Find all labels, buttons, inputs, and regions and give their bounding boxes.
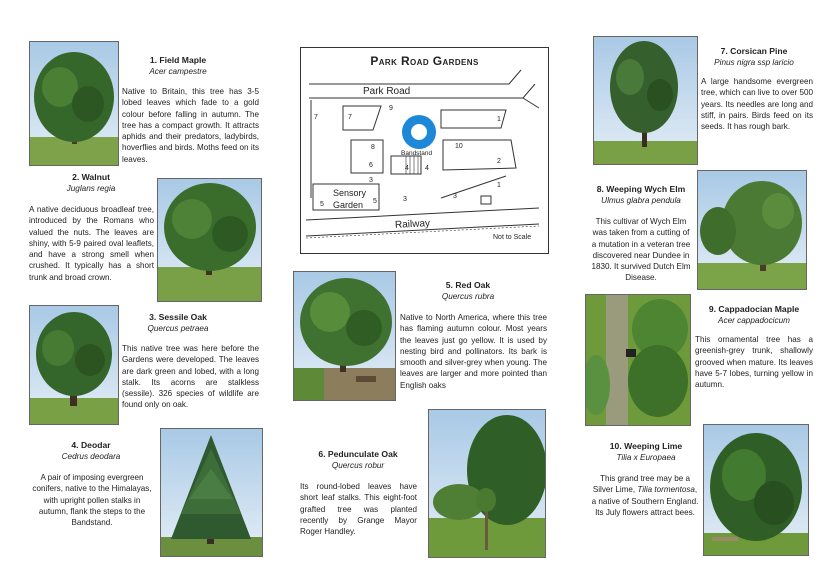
map-marker-5a: 5 [320,201,324,208]
map-marker-7a: 7 [314,114,318,121]
map-marker-4a: 4 [405,165,409,172]
tree-10-latin: Tilia x Europaea [616,453,676,462]
map-marker-3b: 3 [403,196,407,203]
tree-2-title: 2. Walnut [72,172,110,182]
tree-5-latin: Quercus rubra [441,292,495,301]
tree-9-description: This ornamental tree has a greenish-grey trunk, shallowly grooved when mature. Its leaves have 5-7 lobes, turning yellow in autumn. [695,335,813,390]
tree-9-latin: Acer cappadocicum [718,316,790,325]
garden-label: Garden [333,200,364,210]
pedunculate-oak-photo [428,409,546,558]
tree-6-title: 6. Pedunculate Oak [318,449,398,459]
tree-8-latin: Ulmus glabra pendula [601,196,681,205]
tree-8-description: This cultivar of Wych Elm was taken from a cutting of a mutation in a veteran tree discovered near Dundee in 1830. It survived Dutch Elm Disease. [591,217,691,283]
map-marker-9: 9 [389,105,393,112]
tree-9-title: 9. Cappadocian Maple [708,304,800,314]
red-oak-photo [293,271,396,401]
tree-3-title: 3. Sessile Oak [149,312,207,322]
tree-1-title: 1. Field Maple [149,55,207,65]
tree-7-latin: Pinus nigra ssp laricio [714,58,794,67]
bandstand-label: Bandstand [401,150,433,157]
map-marker-3a: 3 [369,177,373,184]
weeping-wych-elm-photo [697,170,807,290]
tree-10-desc-italic: Tilia tormentosa [637,485,695,495]
tree-2-description: A native deciduous broadleaf tree, introduced by the Romans who valued the nuts. The leaves are shiny, with 5-9 paired oval leaflets, and have a strong smell when crushed. It typically has a short trunk and broad crown. [29,205,154,282]
tree-3-latin: Quercus petraea [147,324,209,333]
tree-10-description [590,473,700,518]
map-marker-3c: 3 [453,193,457,200]
park-road-gardens-map [300,47,549,254]
tree-5-title: 5. Red Oak [445,280,491,290]
map-marker-10: 10 [455,143,463,150]
tree-1-latin: Acer campestre [149,67,207,76]
field-maple-photo [29,41,119,166]
map-marker-1b: 1 [497,182,501,189]
tree-5-description: Native to North America, where this tree has flaming autumn colour. Most years the leaves just go yellow. It is used by nesting bird and pollinators. Its bark is smooth and silver-grey when young. The leaves are larger and more pointed than English oaks [400,313,547,390]
tree-4-description: A pair of imposing evergreen conifers, native to the Himalayas, with upright pollen stalks in autumn, flank the steps to the Bandstand. [32,473,152,528]
tree-6-latin: Quercus robur [331,461,385,470]
map-marker-4b: 4 [425,165,429,172]
weeping-lime-photo [703,424,809,556]
tree-3-description: This native tree was here before the Gardens were developed. The leaves are dark green and lobed, with a long stalk. Its acorns are stalkless (sessile). 326 species of wildlife are found only on oak. [122,344,259,410]
tree-2-latin: Juglans regia [66,184,116,193]
tree-8-title: 8. Weeping Wych Elm [596,184,686,194]
tree-4-title: 4. Deodar [71,440,111,450]
map-marker-7b: 7 [348,114,352,121]
railway-label: Railway [394,218,431,231]
map-title: Park Road Gardens [370,54,479,68]
map-marker-8: 8 [371,144,375,151]
map-marker-2: 2 [497,158,501,165]
map-marker-6: 6 [369,162,373,169]
tree-10-desc-post: , a native of Southern England. Its July flowers attract bees. [591,485,699,517]
tree-10-desc-pre: This grand tree may be a Silver Lime, [592,474,690,495]
park-road-label: Park Road [363,86,411,97]
tree-6-description: Its round-lobed leaves have short leaf stalks. This eight-foot grafted tree was planted recently by Grange Mayor Roger Handley. [300,482,417,537]
tree-7-description: A large handsome evergreen tree, which can live to over 500 years. Its needles are long and stiff, in pairs. Birds feed on its seeds. It has rough bark. [701,77,813,132]
tree-4-latin: Cedrus deodara [61,452,121,461]
tree-10-title: 10. Weeping Lime [609,441,683,451]
map-marker-5b: 5 [373,198,377,205]
tree-1-description: Native to Britain, this tree has 3-5 lobed leaves which fade to a gold colour before falling in autumn. The tree has a compact growth. It attracts aphids and their predators, ladybirds, hoverflies and birds. Moths feed on its leaves. [122,87,259,164]
scale-note: Not to Scale [493,234,532,241]
deodar-photo [160,428,263,557]
sensory-label: Sensory [333,188,367,198]
sessile-oak-photo [29,305,119,425]
corsican-pine-photo [593,36,698,165]
map-marker-1a: 1 [497,116,501,123]
tree-7-title: 7. Corsican Pine [720,46,788,56]
cappadocian-maple-photo [585,294,691,426]
walnut-photo [157,178,262,302]
